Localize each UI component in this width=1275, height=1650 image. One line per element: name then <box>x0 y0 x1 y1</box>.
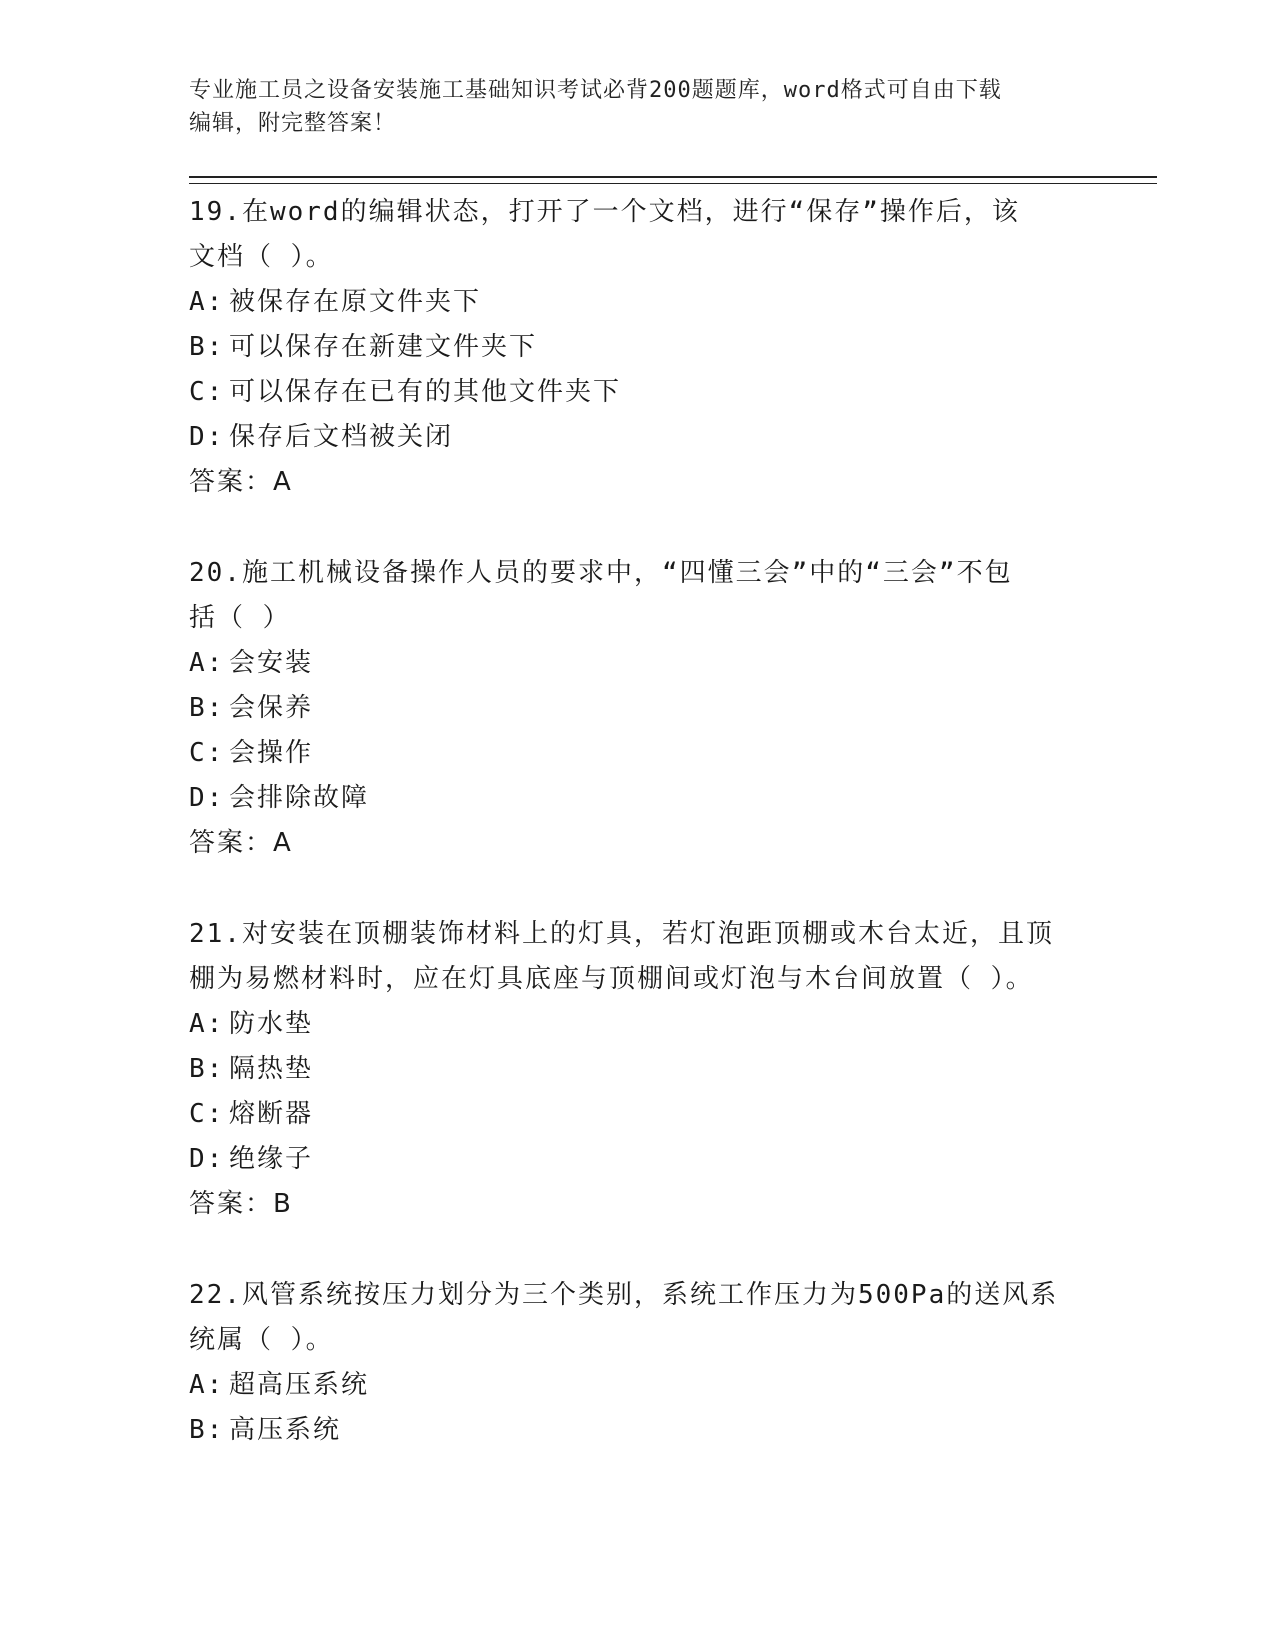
option-text: 可以保存在已有的其他文件夹下 <box>229 377 622 407</box>
option-a <box>189 280 1089 325</box>
option-text: 绝缘子 <box>229 1144 314 1174</box>
option-text: 会安装 <box>229 648 314 678</box>
question-20 <box>189 551 1089 866</box>
option-text: 防水垫 <box>229 1009 314 1039</box>
option-b <box>189 1408 1089 1453</box>
option-text: 隔热垫 <box>229 1054 314 1084</box>
question-list <box>189 190 1089 1499</box>
option-letter: C: <box>189 377 225 407</box>
option-b <box>189 686 1089 731</box>
answer-line: 答案：B <box>189 1189 293 1219</box>
header-divider-thick <box>189 176 1157 178</box>
option-letter: D: <box>189 783 225 813</box>
option-letter: C: <box>189 738 225 768</box>
header-title-line-2: 编辑，附完整答案！ <box>189 111 397 136</box>
answer-line: 答案：A <box>189 467 293 497</box>
option-a <box>189 641 1089 686</box>
question-stem-line-2: 括（ ） <box>189 603 291 633</box>
option-c <box>189 731 1089 776</box>
question-21 <box>189 912 1089 1227</box>
option-letter: C: <box>189 1099 225 1129</box>
option-c <box>189 1092 1089 1137</box>
question-stem-line-1: 19.在word的编辑状态，打开了一个文档，进行“保存”操作后，该 <box>189 197 1020 227</box>
option-letter: A: <box>189 648 225 678</box>
question-stem-line-1: 20.施工机械设备操作人员的要求中，“四懂三会”中的“三会”不包 <box>189 558 1013 588</box>
option-letter: B: <box>189 1415 225 1445</box>
option-d <box>189 415 1089 460</box>
document-header <box>189 74 1089 140</box>
header-divider-thin <box>189 183 1157 184</box>
option-b <box>189 1047 1089 1092</box>
option-c <box>189 370 1089 415</box>
option-letter: B: <box>189 332 225 362</box>
option-text: 可以保存在新建文件夹下 <box>229 332 538 362</box>
header-title-line-1: 专业施工员之设备安装施工基础知识考试必背200题题库，word格式可自由下载 <box>189 78 1002 103</box>
option-text: 会排除故障 <box>229 783 370 813</box>
option-letter: D: <box>189 1144 225 1174</box>
option-a <box>189 1363 1089 1408</box>
option-text: 被保存在原文件夹下 <box>229 287 482 317</box>
question-stem-line-1: 22.风管系统按压力划分为三个类别，系统工作压力为500Pa的送风系 <box>189 1280 1059 1310</box>
option-text: 会操作 <box>229 738 314 768</box>
option-text: 保存后文档被关闭 <box>229 422 454 452</box>
question-stem-line-2: 统属（ ）。 <box>189 1325 334 1355</box>
option-letter: B: <box>189 1054 225 1084</box>
option-letter: A: <box>189 1009 225 1039</box>
option-text: 高压系统 <box>229 1415 342 1445</box>
question-stem-line-2: 棚为易燃材料时，应在灯具底座与顶棚间或灯泡与木台间放置（ ）。 <box>189 964 1034 994</box>
option-letter: A: <box>189 1370 225 1400</box>
question-22 <box>189 1273 1089 1453</box>
option-a <box>189 1002 1089 1047</box>
answer-line: 答案：A <box>189 828 293 858</box>
question-stem-line-2: 文档（ ）。 <box>189 242 334 272</box>
option-d <box>189 776 1089 821</box>
option-text: 超高压系统 <box>229 1370 370 1400</box>
option-d <box>189 1137 1089 1182</box>
option-text: 会保养 <box>229 693 314 723</box>
question-stem-line-1: 21.对安装在顶棚装饰材料上的灯具，若灯泡距顶棚或木台太近，且顶 <box>189 919 1054 949</box>
question-19 <box>189 190 1089 505</box>
option-b <box>189 325 1089 370</box>
option-letter: A: <box>189 287 225 317</box>
option-text: 熔断器 <box>229 1099 314 1129</box>
option-letter: B: <box>189 693 225 723</box>
option-letter: D: <box>189 422 225 452</box>
